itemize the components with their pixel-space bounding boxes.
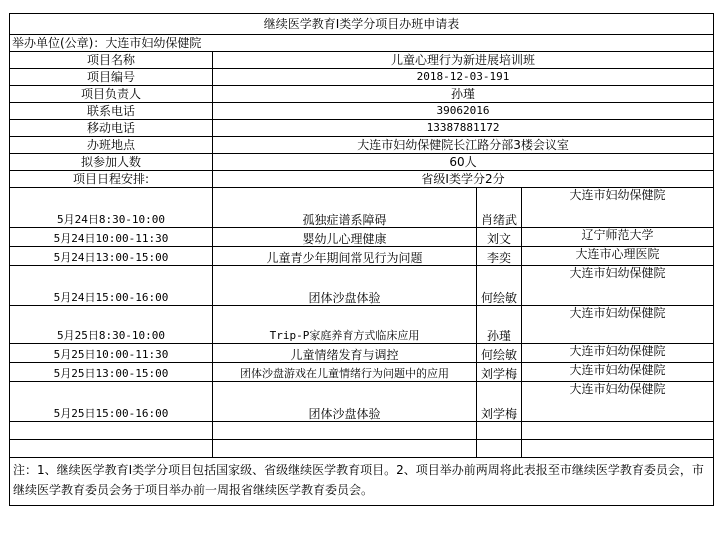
schedule-time: 5月25日13:00-15:00: [10, 363, 213, 382]
schedule-institution: 大连市妇幼保健院: [522, 266, 714, 306]
schedule-institution: 大连市妇幼保健院: [522, 344, 714, 363]
field-value: 60人: [213, 154, 714, 171]
schedule-topic: 孤独症谱系障碍: [213, 188, 477, 228]
schedule-topic: 团体沙盘体验: [213, 266, 477, 306]
field-row: [10, 171, 714, 188]
schedule-time: 5月24日8:30-10:00: [10, 188, 213, 228]
blank-cell: [522, 422, 714, 440]
organizer-row: [10, 35, 714, 52]
field-row: [10, 137, 714, 154]
field-label: 项目编号: [10, 69, 213, 86]
blank-row: [10, 440, 714, 458]
schedule-speaker: 何绘敏: [477, 266, 522, 306]
schedule-institution: 大连市妇幼保健院: [522, 306, 714, 344]
schedule-row: [10, 363, 714, 382]
schedule-topic: 婴幼儿心理健康: [213, 228, 477, 247]
schedule-row: [10, 382, 714, 422]
schedule-institution: 大连市心理医院: [522, 247, 714, 266]
field-row: [10, 52, 714, 69]
form-table: [9, 13, 714, 506]
schedule-row: [10, 247, 714, 266]
organizer-label: 举办单位(公章)：: [12, 36, 106, 50]
footnote: 注：1、继续医学教育Ⅰ类学分项目包括国家级、省级继续医学教育项目。2、项目举办前两周将此表报至市继续医学教育委员会，市继续医学教育委员会务于项目举办前一周报省继续医学教育委员会。: [10, 458, 714, 506]
field-label: 移动电话: [10, 120, 213, 137]
schedule-speaker: 李奕: [477, 247, 522, 266]
blank-cell: [10, 440, 213, 458]
blank-row: [10, 422, 714, 440]
blank-cell: [477, 440, 522, 458]
blank-cell: [213, 422, 477, 440]
field-row: [10, 103, 714, 120]
schedule-speaker: 刘文: [477, 228, 522, 247]
organizer-value: 大连市妇幼保健院: [105, 36, 202, 50]
schedule-institution: 辽宁师范大学: [522, 228, 714, 247]
field-label: 拟参加人数: [10, 154, 213, 171]
field-label: 项目名称: [10, 52, 213, 69]
schedule-speaker: 肖绪武: [477, 188, 522, 228]
field-label: 联系电话: [10, 103, 213, 120]
schedule-time: 5月24日10:00-11:30: [10, 228, 213, 247]
schedule-topic: 团体沙盘体验: [213, 382, 477, 422]
schedule-institution: 大连市妇幼保健院: [522, 188, 714, 228]
schedule-topic: Trip-P家庭养育方式临床应用: [213, 306, 477, 344]
schedule-time: 5月24日13:00-15:00: [10, 247, 213, 266]
application-form: [9, 13, 713, 506]
form-title: 继续医学教育Ⅰ类学分项目办班申请表: [10, 14, 714, 35]
schedule-row: [10, 344, 714, 363]
schedule-time: 5月25日8:30-10:00: [10, 306, 213, 344]
field-value: 13387881172: [213, 120, 714, 137]
schedule-time: 5月25日10:00-11:30: [10, 344, 213, 363]
schedule-row: [10, 266, 714, 306]
field-label: 项目负责人: [10, 86, 213, 103]
field-row: [10, 69, 714, 86]
schedule-row: [10, 306, 714, 344]
field-label: 项目日程安排:: [10, 171, 213, 188]
field-row: [10, 86, 714, 103]
blank-cell: [522, 440, 714, 458]
schedule-speaker: 孙瑾: [477, 306, 522, 344]
schedule-topic: 儿童青少年期间常见行为问题: [213, 247, 477, 266]
field-value: 2018-12-03-191: [213, 69, 714, 86]
blank-cell: [10, 422, 213, 440]
field-row: [10, 120, 714, 137]
schedule-speaker: 何绘敏: [477, 344, 522, 363]
schedule-topic: 儿童情绪发育与调控: [213, 344, 477, 363]
field-value: 39062016: [213, 103, 714, 120]
schedule-institution: 大连市妇幼保健院: [522, 382, 714, 422]
schedule-topic: 团体沙盘游戏在儿童情绪行为问题中的应用: [213, 363, 477, 382]
schedule-row: [10, 188, 714, 228]
field-value: 儿童心理行为新进展培训班: [213, 52, 714, 69]
schedule-row: [10, 228, 714, 247]
schedule-speaker: 刘学梅: [477, 382, 522, 422]
field-value: 省级Ⅰ类学分2分: [213, 171, 714, 188]
schedule-institution: 大连市妇幼保健院: [522, 363, 714, 382]
field-value: 孙瑾: [213, 86, 714, 103]
schedule-time: 5月25日15:00-16:00: [10, 382, 213, 422]
field-row: [10, 154, 714, 171]
schedule-speaker: 刘学梅: [477, 363, 522, 382]
field-value: 大连市妇幼保健院长江路分部3楼会议室: [213, 137, 714, 154]
field-label: 办班地点: [10, 137, 213, 154]
blank-cell: [477, 422, 522, 440]
schedule-time: 5月24日15:00-16:00: [10, 266, 213, 306]
blank-cell: [213, 440, 477, 458]
